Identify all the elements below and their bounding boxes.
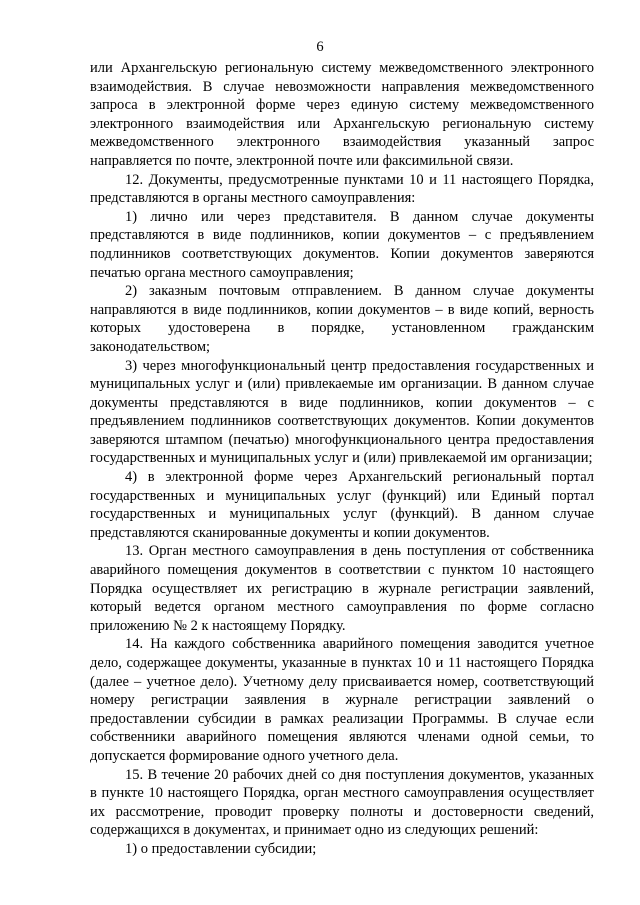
paragraph-subitem-4: 4) в электронной форме через Архангельский региональный портал государственных и муниципальных услуг (функций) или Единый портал государственных и муниципальных услуг (функций). В данном случае представляются сканированные документы и копии документов.: [90, 469, 594, 541]
paragraph-continuation: или Архангельскую региональную систему межведомственного электронного взаимодействия. В случае невозможности направления межведомственного запроса в электронной форме через единую систему межведомственного электронного взаимодействия или Архангельскую региональную систему межведомственного электронного взаимодействия указанный запрос направляется по почте, электронной почте или факсимильной связи.: [90, 60, 594, 169]
paragraph-subitem-1: 1) лично или через представителя. В данном случае документы представляются в виде подлинников, копии документов – с предъявлением подлинников соответствующих документов. Копии документов заверяются печатью органа местного самоуправления;: [90, 208, 594, 281]
paragraph-subitem-3: 3) через многофункциональный центр предоставления государственных и муниципальных услуг и (или) привлекаемые им организации. В данном случае документы представляются в виде подлинников, копии документов – с предъявлением подлинников соответствующих документов. Копии документов заверяются штампом (печатью) многофункционального центра предоставления государственных и муниципальных услуг и (или) привлекаемой им организации;: [90, 357, 594, 467]
paragraph-item-13: 13. Орган местного самоуправления в день поступления от собственника аварийного помещения документов в соответствии с пунктом 10 настоящего Порядка осуществляет их регистрацию в журнале регистрации заявлений, который ведется органом местного самоуправления по форме согласно приложению № 2 к настоящему Порядку.: [90, 543, 594, 634]
paragraph-item-14: 14. На каждого собственника аварийного помещения заводится учетное дело, содержащее документы, указанные в пунктах 10 и 11 настоящего Порядка (далее – учетное дело). Учетному делу присваивается номер, соответствующий номеру регистрации заявления в журнале регистрации заявлений о предоставлении субсидии в рамках реализации Программы. В случае если собственники аварийного помещения являются членами одной семьи, то допускается формирование одного учетного дела.: [90, 636, 594, 764]
page-number: 6: [316, 39, 324, 55]
paragraph-item-15-subitem-1: 1) о предоставлении субсидии;: [125, 840, 317, 857]
document-body: [90, 59, 594, 859]
paragraph-item-12: 12. Документы, предусмотренные пунктами 10 и 11 настоящего Порядка, представляются в органы местного самоуправления:: [90, 171, 594, 207]
paragraph-subitem-2: 2) заказным почтовым отправлением. В данном случае документы направляются в виде подлинников, копии документов – в виде копий, верность которых удостоверена в порядке, установленном гражданским законодательством;: [90, 283, 594, 355]
paragraph-item-15: 15. В течение 20 рабочих дней со дня поступления документов, указанных в пункте 10 настоящего Порядка, орган местного самоуправления осуществляет их рассмотрение, проводит проверку полноты и достоверности сведений, содержащихся в документах, и принимает одно из следующих решений:: [90, 766, 594, 839]
